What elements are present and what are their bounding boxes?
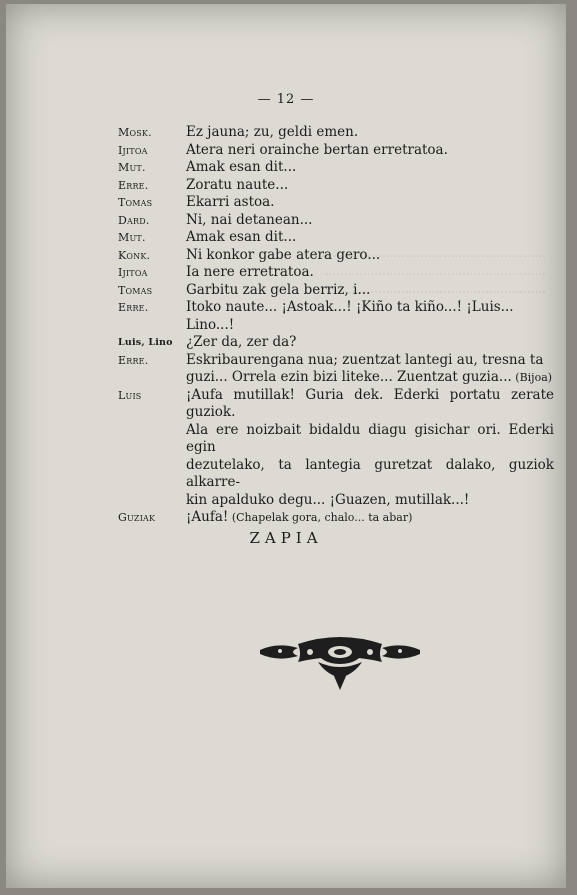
dialogue-line bbox=[118, 334, 554, 352]
speech-line: Zoratu naute... bbox=[186, 176, 289, 193]
speech-text bbox=[186, 387, 554, 510]
speaker-name: Mut. bbox=[118, 161, 146, 174]
speaker-name: Tomas bbox=[118, 283, 153, 297]
speaker-name: Mut. bbox=[118, 231, 146, 244]
speech-line: Amak esan dit... bbox=[186, 229, 297, 245]
speech-text bbox=[186, 247, 554, 265]
speech-line: ¿Zer da, zer da? bbox=[186, 334, 297, 350]
speaker-name: Luis bbox=[118, 388, 142, 402]
speech-line: Ni, nai detanean... bbox=[186, 211, 313, 228]
dialogue-line bbox=[118, 177, 554, 195]
dialogue-line bbox=[118, 229, 554, 247]
ornament-icon bbox=[258, 632, 422, 692]
speech-text bbox=[186, 334, 554, 352]
dialogue-line bbox=[118, 282, 554, 300]
speaker-name: Ijitoa bbox=[118, 143, 148, 157]
speech-text bbox=[186, 124, 554, 142]
speech-text bbox=[186, 299, 554, 334]
dialogue-line bbox=[118, 159, 554, 177]
speech-text bbox=[186, 352, 554, 387]
speech-text bbox=[186, 509, 554, 527]
section-title: ZAPIA bbox=[249, 529, 323, 547]
speaker-name: Dard. bbox=[118, 213, 150, 227]
speech-line: ¡Aufa mutillak! Guria dek. Ederki portatu zerate guziok. bbox=[186, 386, 554, 420]
speech-text bbox=[186, 159, 554, 177]
speech-line: Ez jauna; zu, geldi emen. bbox=[186, 124, 359, 140]
speech-text bbox=[186, 177, 554, 195]
stage-direction: (Chapelak gora, chalo... ta abar) bbox=[228, 511, 413, 524]
speech-line: Ia nere erretratoa. bbox=[186, 264, 314, 280]
dialogue-line bbox=[118, 509, 554, 527]
speech-text bbox=[186, 194, 554, 212]
dialogue-line bbox=[118, 212, 554, 230]
speaker-name: Guziak bbox=[118, 511, 156, 524]
speech-text bbox=[186, 229, 554, 247]
dialogue-line bbox=[118, 124, 554, 142]
dialogue-line bbox=[118, 387, 554, 510]
speech-text bbox=[186, 264, 554, 282]
speaker-name: Erre. bbox=[118, 178, 149, 192]
speech-line: Ala ere noizbait bidaldu diagu gisichar ori. Ederki egin bbox=[186, 421, 554, 455]
speaker-name: Mosk. bbox=[118, 126, 152, 139]
dialogue-line bbox=[118, 247, 554, 265]
speech-line: kin apalduko degu... ¡Guazen, mutillak...! bbox=[186, 491, 470, 508]
book-page bbox=[6, 4, 566, 888]
stage-direction: (Bijoa) bbox=[511, 371, 553, 384]
speech-line: Amak esan dit... bbox=[186, 159, 297, 175]
speech-text bbox=[186, 142, 554, 160]
speech-line: Lino...! bbox=[186, 316, 235, 333]
speech-line: Ni konkor gabe atera gero... bbox=[186, 246, 381, 263]
speech-line: Garbitu zak gela berriz, i... bbox=[186, 281, 371, 298]
dialogue-line bbox=[118, 352, 554, 387]
speaker-name: Erre. bbox=[118, 353, 149, 367]
speaker-name: Konk. bbox=[118, 248, 151, 262]
speech-line: dezutelako, ta lantegia guretzat dalako, guziok alkarre- bbox=[186, 456, 554, 490]
dialogue-line bbox=[118, 264, 554, 282]
dialogue-line bbox=[118, 194, 554, 212]
speech-line: Itoko naute... ¡Astoak...! ¡Kiño ta kiño...! ¡Luis... bbox=[186, 299, 514, 315]
speech-text bbox=[186, 212, 554, 230]
speech-line: Atera neri orainche bertan erretratoa. bbox=[186, 141, 448, 158]
bleed-through-text: ............................................................ .......................................................... ............................................................ bbox=[317, 246, 546, 296]
speech-line: Eskribaurengana nua; zuentzat lantegi au, tresna ta bbox=[186, 351, 544, 368]
speech-line: guzi... Orrela ezin bizi liteke... Zuentzat guzia... (Bijoa) bbox=[186, 369, 553, 385]
speaker-name: Ijitoa bbox=[118, 266, 148, 279]
speech-text bbox=[186, 282, 554, 300]
speaker-name: Erre. bbox=[118, 301, 149, 314]
dialogue-line bbox=[118, 299, 554, 334]
dialogue-line bbox=[118, 142, 554, 160]
speech-line: ¡Aufa! (Chapelak gora, chalo... ta abar) bbox=[186, 509, 413, 525]
speaker-name: Luis, Lino bbox=[118, 337, 173, 348]
speaker-name: Tomas bbox=[118, 196, 153, 209]
dialogue-block bbox=[118, 124, 554, 527]
page-number: — 12 — bbox=[257, 92, 315, 107]
speech-line: Ekarri astoa. bbox=[186, 194, 275, 210]
